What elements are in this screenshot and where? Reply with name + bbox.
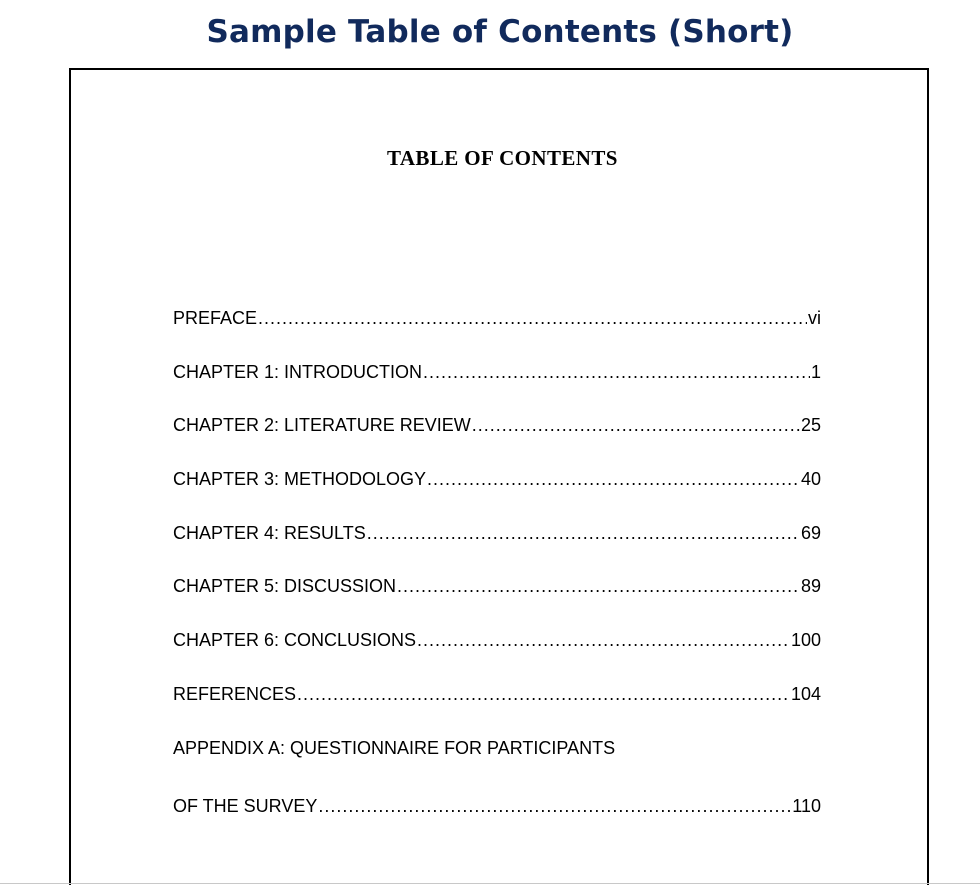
toc-entry-appendix-a	[173, 738, 821, 759]
toc-dot-leader	[417, 630, 790, 651]
toc-page-number: 40	[800, 469, 821, 489]
toc-dot-leader	[397, 576, 800, 597]
bottom-divider	[0, 883, 980, 884]
toc-entry-chapter-1	[173, 362, 821, 383]
toc-entry-chapter-2	[173, 415, 821, 436]
toc-page-number: 110	[792, 796, 821, 816]
toc-entry-label: OF THE SURVEY	[173, 796, 318, 816]
toc-dot-leader	[318, 796, 791, 817]
toc-heading: TABLE OF CONTENTS	[387, 146, 618, 170]
toc-dot-leader	[427, 469, 800, 490]
page-title: Sample Table of Contents (Short)	[206, 14, 794, 50]
toc-entry-label: CHAPTER 2: LITERATURE REVIEW	[173, 415, 471, 435]
toc-entry-label: REFERENCES	[173, 684, 297, 704]
toc-entry-label: PREFACE	[173, 308, 258, 328]
toc-dot-leader	[367, 523, 800, 544]
toc-entry-label: APPENDIX A: QUESTIONNAIRE FOR PARTICIPANTS	[173, 738, 616, 758]
toc-entry-references	[173, 684, 821, 705]
toc-entry-label: CHAPTER 1: INTRODUCTION	[173, 362, 423, 382]
toc-entry-chapter-5	[173, 576, 821, 597]
toc-entry-chapter-4	[173, 523, 821, 544]
toc-page-number: vi	[808, 308, 821, 328]
toc-page-number: 1	[810, 362, 821, 382]
toc-dot-leader	[297, 684, 790, 705]
toc-page-number: 89	[800, 576, 821, 596]
toc-page-number: 104	[790, 684, 821, 704]
toc-entry-chapter-6	[173, 630, 821, 651]
toc-page-number: 100	[790, 630, 821, 650]
toc-entry-chapter-3	[173, 469, 821, 490]
document-page	[69, 68, 929, 885]
toc-page-number: 25	[800, 415, 821, 435]
toc-entry-appendix-a-continued	[173, 796, 821, 817]
toc-page-number: 69	[800, 523, 821, 543]
toc-dot-leader	[423, 362, 810, 383]
toc-dot-leader	[258, 308, 807, 329]
toc-entry-preface	[173, 308, 821, 329]
toc-entry-label: CHAPTER 6: CONCLUSIONS	[173, 630, 417, 650]
toc-dot-leader	[472, 415, 800, 436]
toc-entry-label: CHAPTER 4: RESULTS	[173, 523, 366, 543]
toc-entry-label: CHAPTER 3: METHODOLOGY	[173, 469, 427, 489]
toc-entry-label: CHAPTER 5: DISCUSSION	[173, 576, 397, 596]
